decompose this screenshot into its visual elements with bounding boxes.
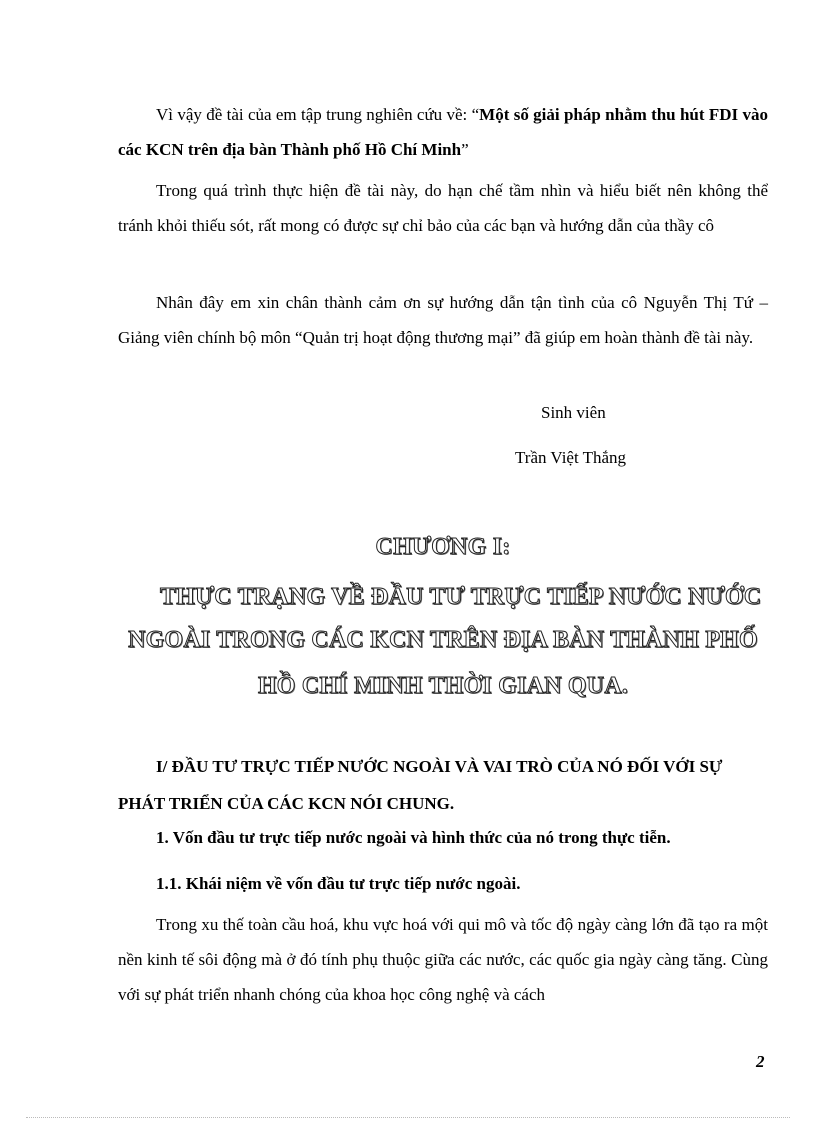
chapter-title-line-1: THỰC TRẠNG VỀ ĐẦU TƯ TRỰC TIẾP NƯỚC NƯỚC — [160, 584, 762, 610]
page-number: 2 — [756, 1052, 765, 1071]
chapter-label: CHƯƠNG I: — [375, 534, 511, 560]
intro-paragraph-apology: Trong quá trình thực hiện đề tài này, do hạn chế tầm nhìn và hiểu biết nên không thể tránh khỏi thiếu sót, rất mong có được sự chỉ bảo của các bạn và hướng dẫn của thầy cô — [118, 181, 768, 235]
chapter-title-line-2: NGOÀI TRONG CÁC KCN TRÊN ĐỊA BÀN THÀNH PHỐ — [128, 627, 758, 653]
subsection-1-1-heading: 1.1. Khái niệm về vốn đầu tư trực tiếp nước ngoài. — [156, 874, 521, 893]
intro-paragraph-thanks: Nhân đây em xin chân thành cảm ơn sự hướng dẫn tận tình của cô Nguyễn Thị Tứ – Giảng viên chính bộ môn “Quản trị hoạt động thương mại” đã giúp em hoàn thành đề tài này. — [118, 293, 768, 347]
topic-close-quote: ” — [461, 140, 469, 159]
section-heading: I/ ĐẦU TƯ TRỰC TIẾP NƯỚC NGOÀI VÀ VAI TRÒ CỦA NÓ ĐỐI VỚI SỰ PHÁT TRIỂN CỦA CÁC KCN NÓI CHUNG. — [118, 757, 723, 813]
page-footer-divider — [26, 1117, 790, 1118]
subsection-1-heading: 1. Vốn đầu tư trực tiếp nước ngoài và hình thức của nó trong thực tiễn. — [156, 828, 671, 847]
intro-paragraph-topic — [118, 97, 768, 167]
signature-role: Sinh viên — [541, 403, 606, 422]
chapter-title-line-3: HỒ CHÍ MINH THỜI GIAN QUA. — [257, 673, 629, 699]
signature-name: Trần Việt Thắng — [515, 448, 627, 467]
topic-title-bold: Một số giải pháp nhằm thu hút FDI vào các KCN trên địa bàn Thành phố Hồ Chí Minh — [118, 105, 769, 159]
topic-lead-text: Vì vậy đề tài của em tập trung nghiên cứu về: “ — [156, 105, 480, 124]
body-paragraph: Trong xu thế toàn cầu hoá, khu vực hoá với qui mô và tốc độ ngày càng lớn đã tạo ra một nền kinh tế sôi động mà ở đó tính phụ thuộc giữa các nước, các quốc gia ngày càng tăng. Cùng với sự phát triển nhanh chóng của khoa học công nghệ và cách — [118, 915, 768, 1004]
